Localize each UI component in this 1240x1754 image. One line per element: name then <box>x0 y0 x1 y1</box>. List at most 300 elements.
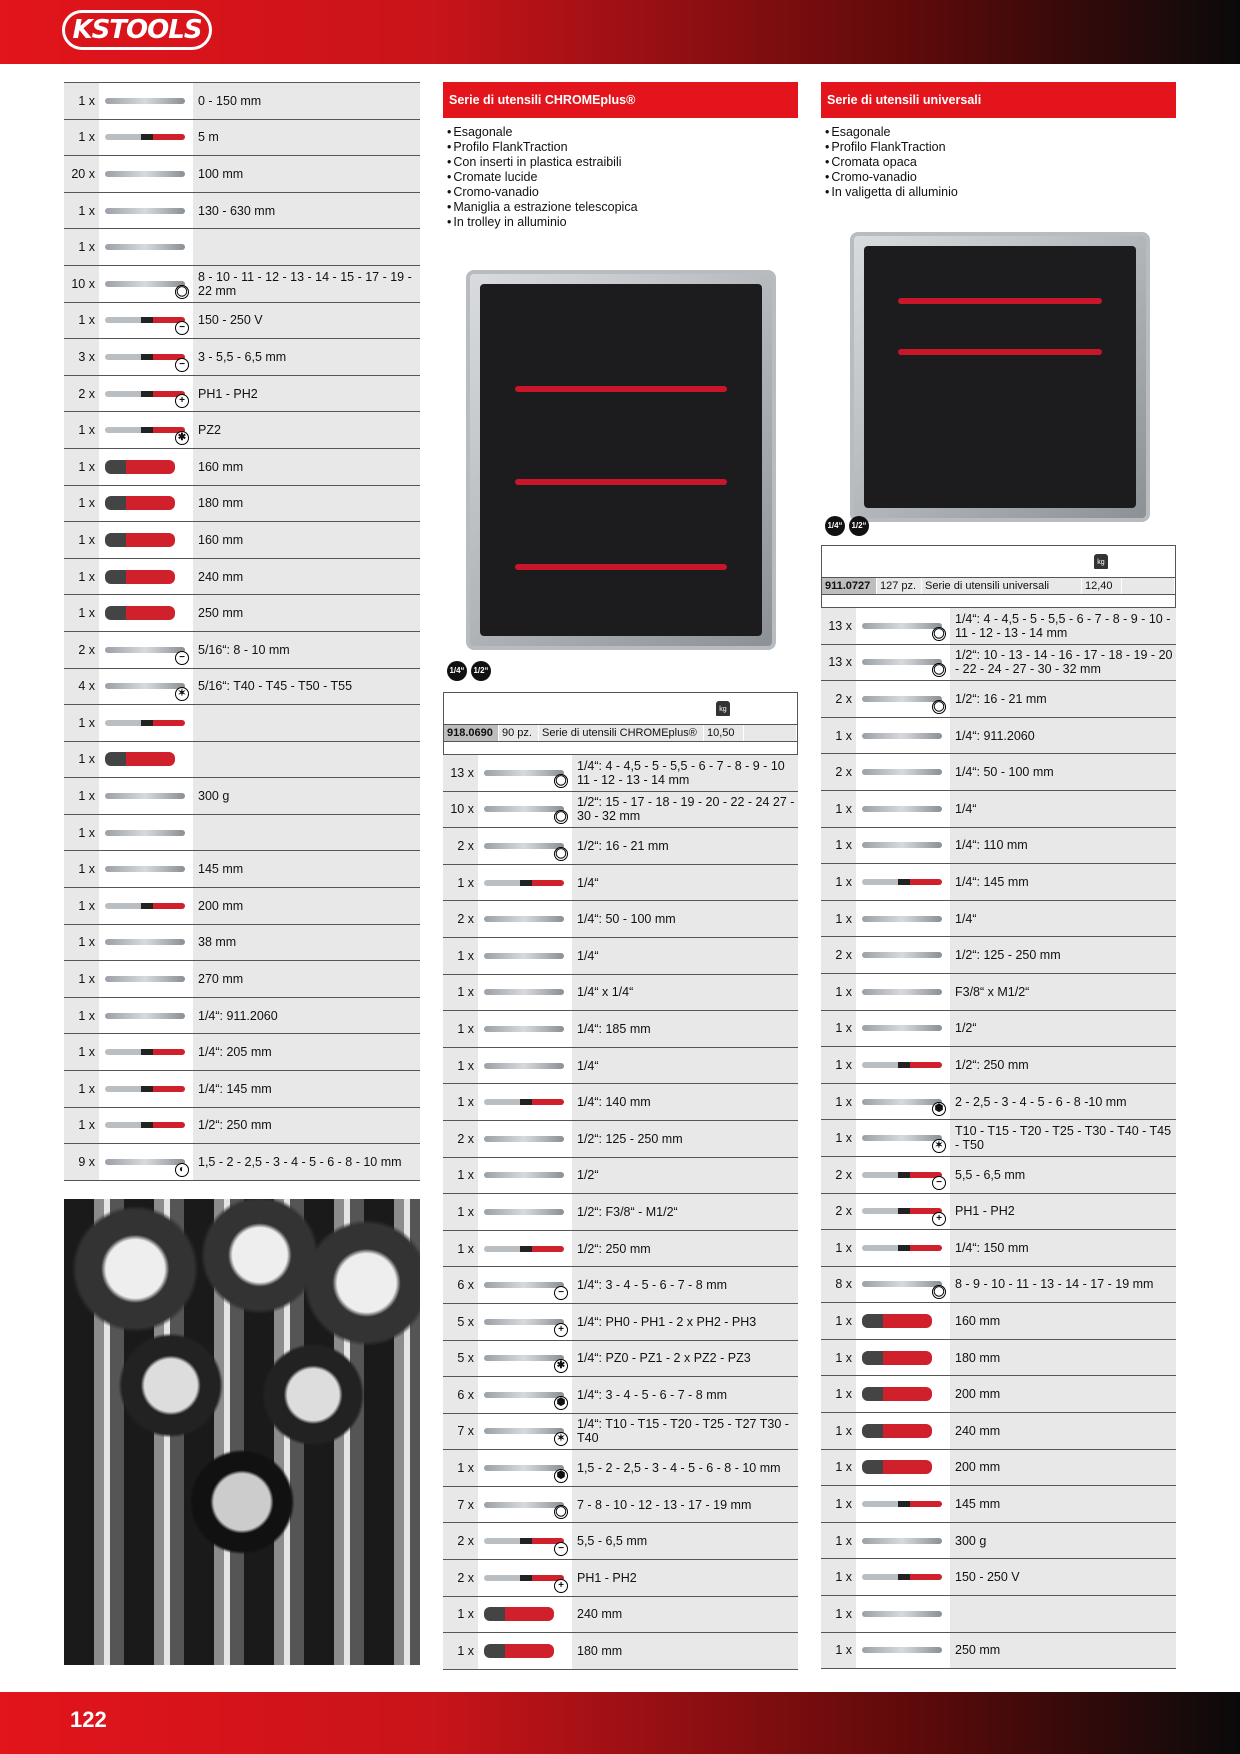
item-size: 5,5 - 6,5 mm <box>572 1523 798 1560</box>
item-quantity: 1 x <box>64 741 99 778</box>
tool-picture <box>478 828 572 865</box>
tool-icon <box>105 570 175 584</box>
item-size: 150 - 250 V <box>193 302 420 339</box>
item-quantity: 1 x <box>64 888 99 925</box>
item-quantity: 1 x <box>821 1522 856 1559</box>
tool-picture <box>856 1303 950 1340</box>
item-quantity: 1 x <box>443 1157 478 1194</box>
item-size: 5 m <box>193 119 420 156</box>
item-quantity: 1 x <box>64 558 99 595</box>
item-quantity: 13 x <box>443 755 478 792</box>
universal-items-table <box>821 607 1176 1669</box>
chrome-items-table <box>443 754 798 1670</box>
tool-picture <box>99 339 193 376</box>
tool-picture <box>478 1523 572 1560</box>
item-size: PZ2 <box>193 412 420 449</box>
feature-item: • In trolley in alluminio <box>447 215 794 230</box>
item-quantity: 13 x <box>821 608 856 645</box>
tool-icon <box>862 1387 932 1401</box>
table-row <box>821 1376 1176 1413</box>
tool-picture <box>99 156 193 193</box>
tool-picture <box>478 1267 572 1304</box>
profile-symbol-icon: ◯ <box>555 847 567 859</box>
table-row <box>443 1450 798 1487</box>
tool-icon <box>862 1351 932 1365</box>
tool-icon <box>862 1135 942 1141</box>
item-quantity: 4 x <box>64 668 99 705</box>
universal-spec-row <box>821 577 1176 595</box>
tool-picture <box>478 1560 572 1597</box>
item-quantity: 1 x <box>443 1450 478 1487</box>
left-tool-list <box>64 82 420 1181</box>
tool-icon <box>105 1049 185 1055</box>
tool-picture <box>856 1376 950 1413</box>
tool-picture <box>478 1047 572 1084</box>
item-size: 1/4“: 4 - 4,5 - 5 - 5,5 - 6 - 7 - 8 - 9 - 10 - 11 - 12 - 13 - 14 mm <box>950 608 1176 645</box>
tool-icon <box>105 606 175 620</box>
item-quantity: 5 x <box>443 1340 478 1377</box>
item-size: 200 mm <box>193 888 420 925</box>
item-quantity: 1 x <box>821 1486 856 1523</box>
profile-symbol-icon: ◯ <box>933 1286 945 1298</box>
piece-count: 90 pz. <box>499 725 539 741</box>
item-size: 3 - 5,5 - 6,5 mm <box>193 339 420 376</box>
tool-icon <box>862 1245 942 1251</box>
tool-picture <box>856 790 950 827</box>
tool-icon <box>484 1172 564 1178</box>
item-size: 1,5 - 2 - 2,5 - 3 - 4 - 5 - 6 - 8 - 10 mm <box>193 1144 420 1181</box>
tool-picture <box>856 1083 950 1120</box>
chrome-set-title: Serie di utensili CHROMEplus® <box>443 82 798 118</box>
table-row <box>64 412 420 449</box>
item-size: 180 mm <box>193 485 420 522</box>
item-size: PH1 - PH2 <box>950 1193 1176 1230</box>
table-row <box>443 937 798 974</box>
tool-icon <box>484 1428 564 1434</box>
table-row <box>64 83 420 120</box>
profile-symbol-icon: ◯ <box>555 774 567 786</box>
item-size: 1,5 - 2 - 2,5 - 3 - 4 - 5 - 6 - 8 - 10 mm <box>572 1450 798 1487</box>
item-size: 270 mm <box>193 961 420 998</box>
table-row <box>443 755 798 792</box>
tool-icon <box>105 903 185 909</box>
tool-picture <box>856 1266 950 1303</box>
item-size: 5/16“: T40 - T45 - T50 - T55 <box>193 668 420 705</box>
tool-icon <box>862 806 942 812</box>
tool-icon <box>862 769 942 775</box>
tool-picture <box>856 1120 950 1157</box>
tool-icon <box>862 1025 942 1031</box>
tool-icon <box>105 793 185 799</box>
table-row <box>821 1632 1176 1669</box>
tool-icon <box>862 623 942 629</box>
tool-icon <box>484 1392 564 1398</box>
item-quantity: 1 x <box>821 1632 856 1669</box>
tool-picture <box>99 302 193 339</box>
profile-symbol-icon: ◯ <box>176 285 188 297</box>
tool-icon <box>862 1424 932 1438</box>
table-row <box>821 608 1176 645</box>
item-size: 300 g <box>193 778 420 815</box>
item-size: 240 mm <box>572 1596 798 1633</box>
item-quantity: 1 x <box>821 864 856 901</box>
tool-picture <box>99 631 193 668</box>
table-row <box>821 827 1176 864</box>
tool-picture <box>856 1047 950 1084</box>
table-row <box>821 973 1176 1010</box>
tool-icon <box>105 683 185 689</box>
item-quantity: 1 x <box>821 1339 856 1376</box>
item-size: 1/4“: 3 - 4 - 5 - 6 - 7 - 8 mm <box>572 1267 798 1304</box>
table-row <box>64 888 420 925</box>
table-row <box>64 339 420 376</box>
table-row <box>64 814 420 851</box>
page-number: 122 <box>70 1707 107 1732</box>
item-quantity: 1 x <box>443 1633 478 1670</box>
tool-picture <box>856 1632 950 1669</box>
tool-icon <box>105 647 185 653</box>
item-size: 1/4“: 205 mm <box>193 1034 420 1071</box>
item-size: PH1 - PH2 <box>193 375 420 412</box>
profile-symbol-icon: − <box>175 651 189 665</box>
tool-icon <box>484 1502 564 1508</box>
tool-picture <box>856 1193 950 1230</box>
item-quantity: 1 x <box>64 522 99 559</box>
table-row <box>443 1011 798 1048</box>
tool-icon <box>484 1246 564 1252</box>
tool-icon <box>105 866 185 872</box>
tool-picture <box>478 864 572 901</box>
item-size: 240 mm <box>193 558 420 595</box>
item-quantity: 10 x <box>64 265 99 302</box>
item-quantity: 10 x <box>443 791 478 828</box>
profile-symbol-icon: ◯ <box>933 627 945 639</box>
item-quantity: 1 x <box>64 83 99 120</box>
item-size: 1/4“: 50 - 100 mm <box>572 901 798 938</box>
table-row <box>443 864 798 901</box>
item-quantity: 2 x <box>821 1156 856 1193</box>
item-size <box>193 741 420 778</box>
profile-symbol-icon: ✱ <box>175 431 189 445</box>
profile-symbol-icon: − <box>554 1286 568 1300</box>
tool-picture <box>99 668 193 705</box>
table-row <box>443 1560 798 1597</box>
set-name: Serie di utensili CHROMEplus® <box>539 725 704 741</box>
table-row <box>64 448 420 485</box>
tool-picture <box>478 1450 572 1487</box>
tool-picture <box>856 608 950 645</box>
tool-picture <box>478 791 572 828</box>
profile-symbol-icon: ⬢ <box>554 1469 568 1483</box>
item-size: 1/4“: 145 mm <box>193 1071 420 1108</box>
item-quantity: 1 x <box>64 448 99 485</box>
table-row <box>821 717 1176 754</box>
footer-bar <box>0 1692 1240 1754</box>
tool-icon <box>862 1574 942 1580</box>
table-row <box>64 265 420 302</box>
table-row <box>64 631 420 668</box>
item-size: 1/4“: 911.2060 <box>193 997 420 1034</box>
item-quantity: 1 x <box>821 1047 856 1084</box>
table-row <box>64 558 420 595</box>
item-size: 300 g <box>950 1522 1176 1559</box>
article-number: 911.0727 <box>822 578 877 594</box>
tool-icon <box>484 1209 564 1215</box>
item-quantity: 8 x <box>821 1266 856 1303</box>
item-size: 1/4“ <box>572 937 798 974</box>
item-size: 1/4“: 150 mm <box>950 1230 1176 1267</box>
item-quantity: 1 x <box>443 1596 478 1633</box>
universal-set-features <box>821 118 1176 207</box>
item-quantity: 1 x <box>821 1413 856 1450</box>
tool-picture <box>856 1522 950 1559</box>
chrome-set-column <box>443 82 798 237</box>
table-row <box>64 192 420 229</box>
item-quantity: 1 x <box>64 851 99 888</box>
table-row <box>64 522 420 559</box>
item-quantity: 1 x <box>64 961 99 998</box>
item-size: 1/2“ <box>572 1157 798 1194</box>
table-row <box>821 864 1176 901</box>
set-weight: 12,40 <box>1082 578 1122 594</box>
tool-icon <box>105 171 185 177</box>
item-size: 1/4“: PZ0 - PZ1 - 2 x PZ2 - PZ3 <box>572 1340 798 1377</box>
feature-item: • Esagonale <box>825 125 1172 140</box>
item-quantity: 1 x <box>821 1010 856 1047</box>
tool-picture <box>99 778 193 815</box>
item-quantity: 1 x <box>821 1120 856 1157</box>
table-row <box>64 156 420 193</box>
tool-icon <box>105 354 185 360</box>
item-quantity: 1 x <box>821 1449 856 1486</box>
table-row <box>821 790 1176 827</box>
item-quantity: 1 x <box>821 1376 856 1413</box>
tool-icon <box>484 1026 564 1032</box>
tool-picture <box>478 1633 572 1670</box>
item-size: 1/4“: 4 - 4,5 - 5 - 5,5 - 6 - 7 - 8 - 9 - 10 11 - 12 - 13 - 14 mm <box>572 755 798 792</box>
tool-icon <box>105 244 185 250</box>
item-size: 1/4“ x 1/4“ <box>572 974 798 1011</box>
tool-icon <box>484 770 564 776</box>
profile-symbol-icon: + <box>554 1579 568 1593</box>
tool-picture <box>99 851 193 888</box>
table-row <box>64 1071 420 1108</box>
item-size: 1/4“: PH0 - PH1 - 2 x PH2 - PH3 <box>572 1303 798 1340</box>
tool-icon <box>862 696 942 702</box>
tool-picture <box>99 119 193 156</box>
table-row <box>821 1047 1176 1084</box>
item-size: 0 - 150 mm <box>193 83 420 120</box>
item-quantity: 2 x <box>443 901 478 938</box>
tool-picture <box>478 1596 572 1633</box>
item-quantity: 1 x <box>64 412 99 449</box>
table-row <box>443 1633 798 1670</box>
universal-set-title: Serie di utensili universali <box>821 82 1176 118</box>
tool-picture <box>478 1340 572 1377</box>
tool-icon <box>105 281 185 287</box>
item-size: 160 mm <box>193 522 420 559</box>
item-quantity: 2 x <box>443 1120 478 1157</box>
item-quantity: 1 x <box>821 1083 856 1120</box>
tool-picture <box>99 485 193 522</box>
tool-icon <box>105 98 185 104</box>
item-quantity: 2 x <box>821 754 856 791</box>
drive-badge-quarter: 1/4“ <box>447 661 467 681</box>
tool-icon <box>105 1086 185 1092</box>
item-quantity: 1 x <box>64 814 99 851</box>
item-quantity: 1 x <box>64 485 99 522</box>
item-quantity: 1 x <box>443 1047 478 1084</box>
item-size: 5/16“: 8 - 10 mm <box>193 631 420 668</box>
universal-case-image <box>850 232 1150 522</box>
table-row <box>821 937 1176 974</box>
tool-picture <box>856 1486 950 1523</box>
item-size <box>193 814 420 851</box>
tool-icon <box>105 720 185 726</box>
item-quantity: 1 x <box>443 974 478 1011</box>
item-size: 1/4“ <box>572 1047 798 1084</box>
item-size: 7 - 8 - 10 - 12 - 13 - 17 - 19 mm <box>572 1486 798 1523</box>
table-row <box>821 1266 1176 1303</box>
table-row <box>443 1084 798 1121</box>
tool-icon <box>862 733 942 739</box>
table-row <box>64 668 420 705</box>
item-quantity: 1 x <box>443 1194 478 1231</box>
item-quantity: 7 x <box>443 1413 478 1450</box>
table-row <box>821 1339 1176 1376</box>
chrome-trolley-image <box>466 270 776 650</box>
tool-icon <box>862 842 942 848</box>
tool-picture <box>99 705 193 742</box>
item-size: 1/4“: 110 mm <box>950 827 1176 864</box>
item-quantity: 1 x <box>821 1303 856 1340</box>
table-row <box>443 1267 798 1304</box>
tool-icon <box>105 533 175 547</box>
tool-picture <box>99 741 193 778</box>
table-row <box>443 974 798 1011</box>
item-quantity: 2 x <box>443 1560 478 1597</box>
tool-picture <box>99 924 193 961</box>
item-quantity: 1 x <box>64 229 99 266</box>
tool-picture <box>99 997 193 1034</box>
profile-symbol-icon: ✶ <box>554 1432 568 1446</box>
feature-item: • Esagonale <box>447 125 794 140</box>
item-size: 150 - 250 V <box>950 1559 1176 1596</box>
table-row <box>821 1522 1176 1559</box>
table-row <box>64 1144 420 1181</box>
tool-picture <box>478 901 572 938</box>
item-size: 1/4“: 145 mm <box>950 864 1176 901</box>
ratchets-photo <box>64 1199 420 1665</box>
profile-symbol-icon: ⬢ <box>932 1102 946 1116</box>
item-size: 1/2“: 16 - 21 mm <box>572 828 798 865</box>
profile-symbol-icon: ◯ <box>555 1506 567 1518</box>
tool-picture <box>856 864 950 901</box>
tool-picture <box>99 375 193 412</box>
tool-icon <box>862 1647 942 1653</box>
weight-icon: kg <box>1094 554 1108 569</box>
item-size: 1/2“: F3/8“ - M1/2“ <box>572 1194 798 1231</box>
feature-item: • Cromate lucide <box>447 170 794 185</box>
item-size: 1/2“: 250 mm <box>950 1047 1176 1084</box>
item-size: 145 mm <box>193 851 420 888</box>
table-row <box>821 1156 1176 1193</box>
table-row <box>64 485 420 522</box>
table-row <box>821 754 1176 791</box>
profile-symbol-icon: ✶ <box>175 687 189 701</box>
tool-icon <box>862 1538 942 1544</box>
tool-icon <box>484 1644 554 1658</box>
table-row <box>64 1107 420 1144</box>
item-size: 200 mm <box>950 1449 1176 1486</box>
profile-symbol-icon: ◯ <box>555 811 567 823</box>
item-quantity: 1 x <box>64 595 99 632</box>
table-row <box>64 1034 420 1071</box>
table-row <box>64 705 420 742</box>
tool-picture <box>99 412 193 449</box>
feature-item: • Cromo-vanadio <box>447 185 794 200</box>
tool-picture <box>99 814 193 851</box>
table-row <box>64 961 420 998</box>
item-size: 1/4“: 185 mm <box>572 1011 798 1048</box>
item-quantity: 1 x <box>443 1011 478 1048</box>
tool-icon <box>862 1208 942 1214</box>
tool-icon <box>105 939 185 945</box>
item-quantity: 1 x <box>64 778 99 815</box>
table-row <box>821 1193 1176 1230</box>
item-quantity: 1 x <box>821 1559 856 1596</box>
table-row <box>821 1486 1176 1523</box>
item-size: 160 mm <box>950 1303 1176 1340</box>
item-size: 1/2“: 250 mm <box>193 1107 420 1144</box>
tool-picture <box>99 448 193 485</box>
item-size: 1/4“: 50 - 100 mm <box>950 754 1176 791</box>
tool-icon <box>105 752 175 766</box>
item-quantity: 1 x <box>821 717 856 754</box>
item-size: 1/2“: 15 - 17 - 18 - 19 - 20 - 22 - 24 27 - 30 - 32 mm <box>572 791 798 828</box>
item-quantity: 1 x <box>64 192 99 229</box>
table-row <box>64 924 420 961</box>
chrome-drive-badges <box>447 661 491 681</box>
item-size: 8 - 10 - 11 - 12 - 13 - 14 - 15 - 17 - 19 - 22 mm <box>193 265 420 302</box>
tool-icon <box>484 1607 554 1621</box>
tool-picture <box>99 229 193 266</box>
tool-picture <box>99 961 193 998</box>
feature-item: • In valigetta di alluminio <box>825 185 1172 200</box>
item-quantity: 2 x <box>64 631 99 668</box>
table-row <box>821 1449 1176 1486</box>
tool-icon <box>862 1172 942 1178</box>
item-quantity: 1 x <box>443 1084 478 1121</box>
profile-symbol-icon: − <box>175 321 189 335</box>
weight-icon: kg <box>716 701 730 716</box>
tool-icon <box>105 208 185 214</box>
table-row <box>821 644 1176 681</box>
feature-item: • Maniglia a estrazione telescopica <box>447 200 794 215</box>
tool-picture <box>478 1084 572 1121</box>
item-size: 1/2“ <box>950 1010 1176 1047</box>
table-row <box>821 1413 1176 1450</box>
tool-picture <box>478 1486 572 1523</box>
item-quantity: 2 x <box>821 1193 856 1230</box>
tool-picture <box>856 1596 950 1633</box>
article-number: 918.0690 <box>444 725 499 741</box>
tool-picture <box>99 1071 193 1108</box>
tool-picture <box>478 1413 572 1450</box>
item-size: 38 mm <box>193 924 420 961</box>
profile-symbol-icon: + <box>932 1212 946 1226</box>
tool-icon <box>484 1063 564 1069</box>
